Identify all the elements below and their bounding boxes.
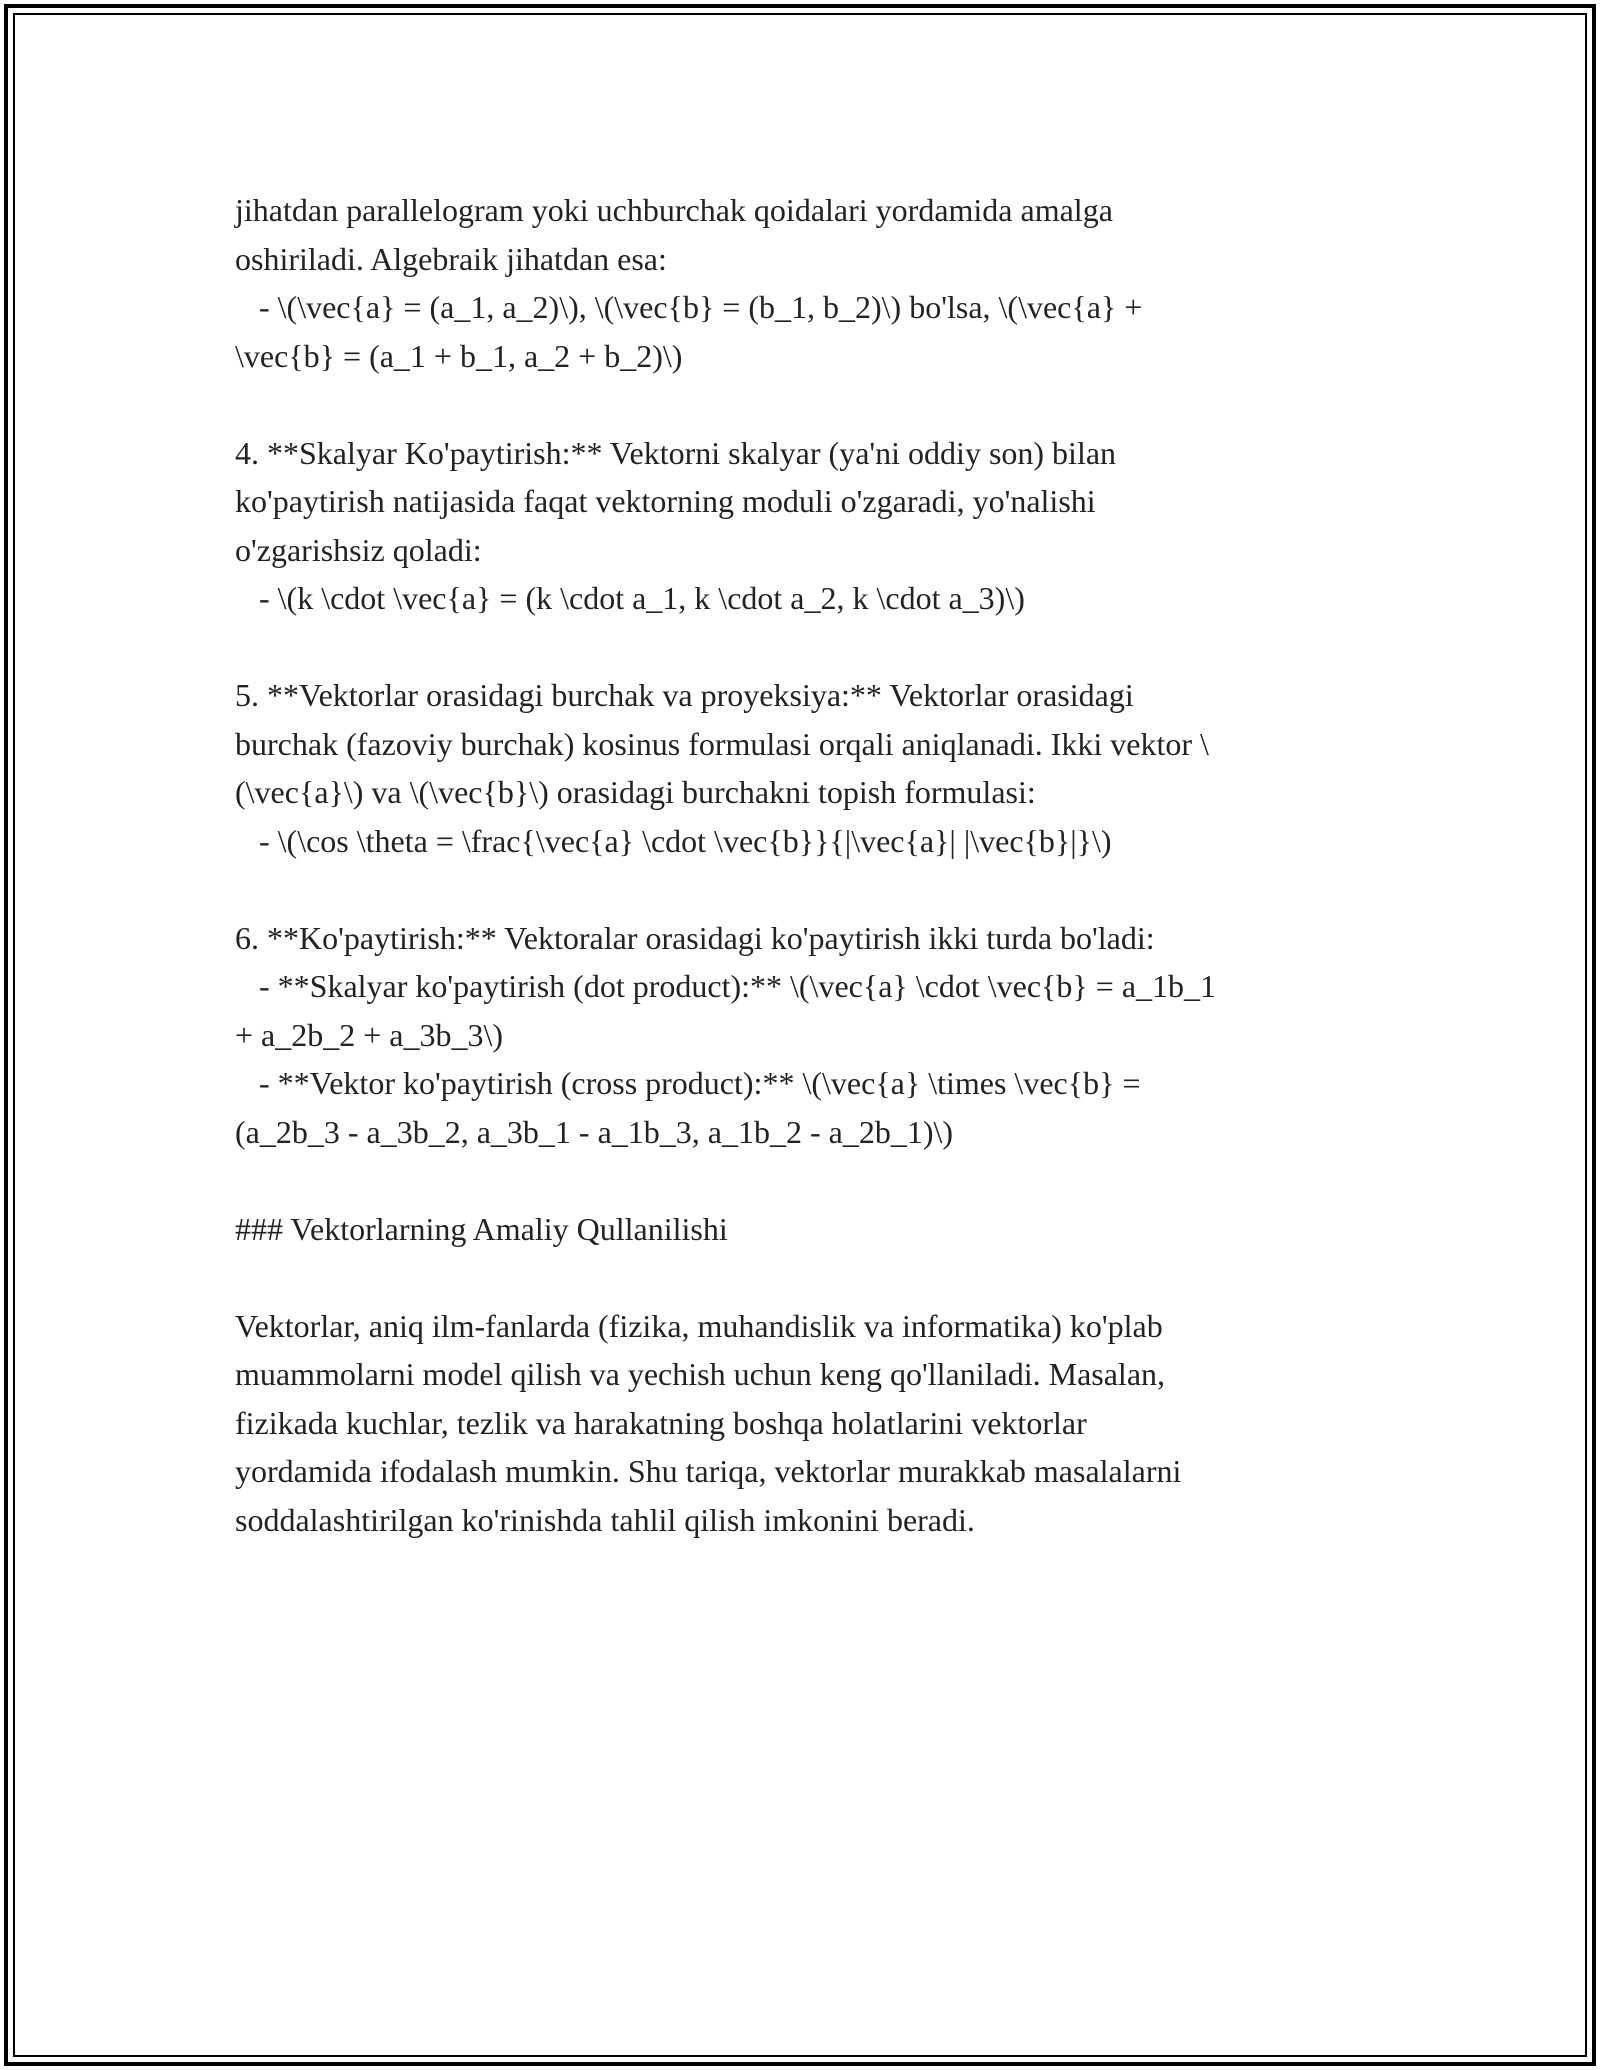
- formula-line: + a_2b_2 + a_3b_3\): [235, 1016, 504, 1053]
- blank-line: [235, 865, 1365, 914]
- formula-line: - \(k \cdot \vec{a} = (k \cdot a_1, k \cdot a_2, k \cdot a_3)\): [235, 580, 1025, 616]
- list-item-heading: 6. **Ko'paytirish:** Vektoralar orasidagi ko'paytirish ikki turda bo'ladi:: [235, 919, 1155, 956]
- text-line: (\vec{a}\) va \(\vec{b}\) orasidagi burchakni topish formulasi:: [235, 774, 1036, 810]
- text-line: jihatdan parallelogram yoki uchburchak qoidalari yordamida amalga: [235, 192, 1113, 228]
- text-line: \vec{b} = (a_1 + b_1, a_2 + b_2)\): [235, 337, 683, 374]
- blank-line: [235, 380, 1365, 429]
- section-heading: ### Vektorlarning Amaliy Qullanilishi: [235, 1210, 728, 1247]
- paragraph-line: muammolarni model qilish va yechish uchun keng qo'llaniladi. Masalan,: [235, 1356, 1166, 1392]
- paragraph-line: Vektorlar, aniq ilm-fanlarda (fizika, muhandislik va informatika) ko'plab: [235, 1307, 1163, 1344]
- paragraph-line: fizikada kuchlar, tezlik va harakatning boshqa holatlarini vektorlar: [235, 1404, 1087, 1441]
- text-line: o'zgarishsiz qoladi:: [235, 531, 482, 568]
- formula-line: (a_2b_3 - a_3b_2, a_3b_1 - a_1b_3, a_1b_2 - a_2b_1)\): [235, 1113, 954, 1150]
- formula-line: - \(\cos \theta = \frac{\vec{a} \cdot \vec{b}}{|\vec{a}| |\vec{b}|}\): [235, 822, 1112, 859]
- list-item-heading: 5. **Vektorlar orasidagi burchak va proyeksiya:** Vektorlar orasidagi: [235, 677, 1134, 713]
- text-line: ko'paytirish natijasida faqat vektorning moduli o'zgaradi, yo'nalishi: [235, 483, 1096, 519]
- text-line: burchak (fazoviy burchak) kosinus formulasi orqali aniqlanadi. Ikki vektor \: [235, 725, 1209, 762]
- list-item-heading: 4. **Skalyar Ko'paytirish:** Vektorni skalyar (ya'ni oddiy son) bilan: [235, 434, 1117, 471]
- blank-line: [235, 623, 1365, 672]
- formula-line: - **Skalyar ko'paytirish (dot product):** \(\vec{a} \cdot \vec{b} = a_1b_1: [235, 968, 1217, 1004]
- blank-line: [235, 1156, 1365, 1205]
- text-line: - \(\vec{a} = (a_1, a_2)\), \(\vec{b} = (b_1, b_2)\) bo'lsa, \(\vec{a} +: [235, 289, 1143, 325]
- document-body: [235, 186, 1365, 1544]
- formula-line: - **Vektor ko'paytirish (cross product):** \(\vec{a} \times \vec{b} =: [235, 1065, 1141, 1101]
- paragraph-line: soddalashtirilgan ko'rinishda tahlil qilish imkonini beradi.: [235, 1501, 975, 1538]
- blank-line: [235, 1253, 1365, 1302]
- text-line: oshiriladi. Algebraik jihatdan esa:: [235, 240, 667, 277]
- paragraph-line: yordamida ifodalash mumkin. Shu tariqa, vektorlar murakkab masalalarni: [235, 1453, 1182, 1489]
